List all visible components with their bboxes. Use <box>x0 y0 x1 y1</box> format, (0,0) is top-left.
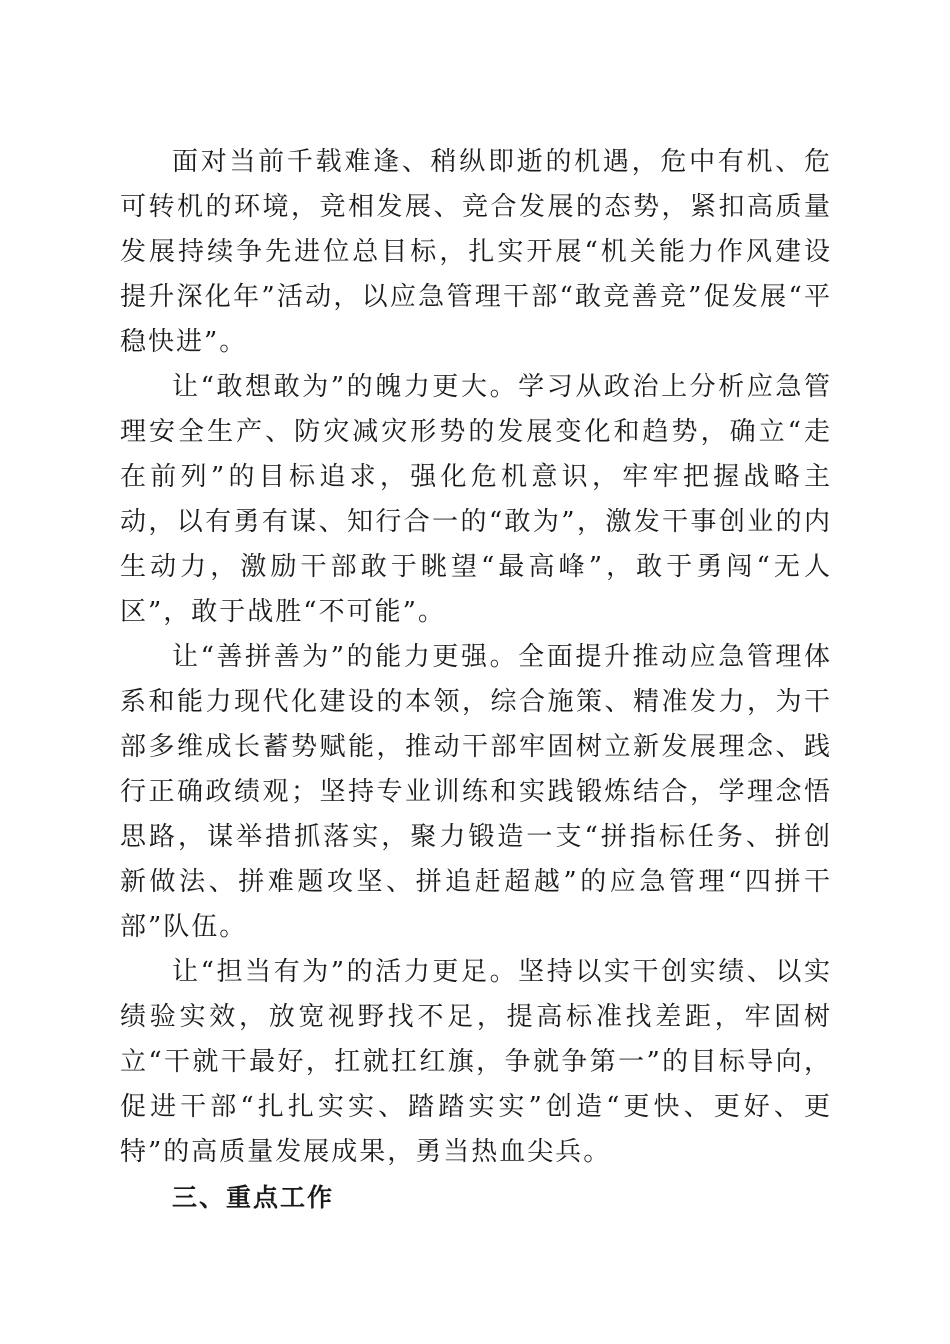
document-body <box>120 140 832 1220</box>
section-heading-key-work: 三、重点工作 <box>172 1183 335 1212</box>
paragraph-dare-to-act: 让“敢想敢为”的魄力更大。学习从政治上分析应急管理安全生产、防灾减灾形势的发展变化和趋势，确立“走在前列”的目标追求，强化危机意识，牢牢把握战略主动，以有勇有谋、知行合一的“敢为”，激发干事创业的内生动力，激励干部敢于眺望“最高峰”，敢于勇闯“无人区”，敢于战胜“不可能”。 <box>120 372 832 627</box>
paragraph-strive: 让“善拼善为”的能力更强。全面提升推动应急管理体系和能力现代化建设的本领，综合施策、精准发力，为干部多维成长蓄势赋能，推动干部牢固树立新发展理念、践行正确政绩观；坚持专业训练和实践锻炼结合，学理念悟思路，谋举措抓落实，聚力锻造一支“拼指标任务、拼创新做法、拼难题攻坚、拼追赶超越”的应急管理“四拼干部”队伍。 <box>120 642 832 942</box>
paragraph-responsibility: 让“担当有为”的活力更足。坚持以实干创实绩、以实绩验实效，放宽视野找不足，提高标准找差距，牢固树立“干就干最好，扛就扛红旗，争就争第一”的目标导向，促进干部“扎扎实实、踏踏实实”创造“更快、更好、更特”的高质量发展成果，勇当热血尖兵。 <box>120 957 832 1167</box>
paragraph-intro: 面对当前千载难逢、稍纵即逝的机遇，危中有机、危可转机的环境，竞相发展、竞合发展的态势，紧扣高质量发展持续争先进位总目标，扎实开展“机关能力作风建设提升深化年”活动，以应急管理干部“敢竞善竞”促发展“平稳快进”。 <box>120 147 832 357</box>
